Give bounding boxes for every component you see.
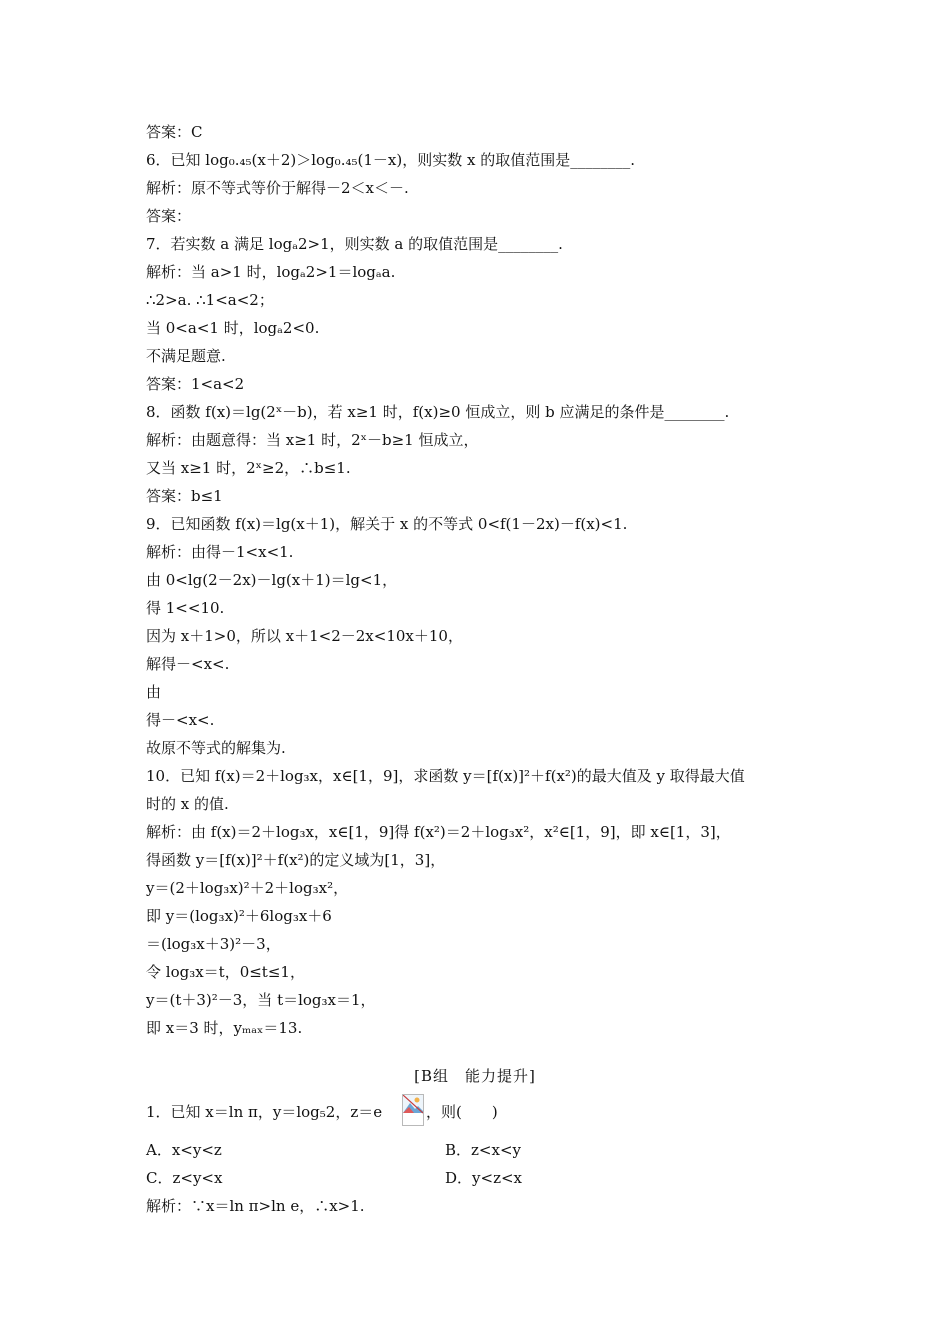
section-title: [B组 能力提升]	[414, 1067, 536, 1085]
answer-5: 答案：C	[146, 123, 203, 141]
solution-9-line-4: 因为 x＋1>0，所以 x＋1<2－2x<10x＋10，	[146, 627, 463, 645]
solution-b1: 解析：∵x＝ln π>ln e，∴x>1.	[146, 1197, 365, 1215]
solution-10-line-3: y＝(2＋log₃x)²＋2＋log₃x²，	[146, 879, 349, 897]
solution-9-line-3: 得 1<<10.	[146, 599, 225, 617]
option-c: C．z<y<x	[146, 1169, 223, 1187]
solution-9-line-5: 解得－<x<.	[146, 655, 230, 673]
solution-9-line-7: 得－<x<.	[146, 711, 215, 729]
option-d: D．y<z<x	[445, 1169, 522, 1187]
solution-10-line-2: 得函数 y＝[f(x)]²＋f(x²)的定义域为[1，3]，	[146, 851, 446, 869]
solution-10-line-1: 解析：由 f(x)＝2＋log₃x，x∈[1，9]得 f(x²)＝2＋log₃x²，x²∈[1，9]，即 x∈[1，3]，	[146, 823, 731, 841]
question-10-line-1: 10．已知 f(x)＝2＋log₃x，x∈[1，9]，求函数 y＝[f(x)]²＋f(x²)的最大值及 y 取得最大值	[146, 767, 745, 785]
solution-10-line-4: 即 y＝(log₃x)²＋6log₃x＋6	[146, 907, 332, 925]
answer-7: 答案：1<a<2	[146, 375, 245, 393]
question-b1-stem-right: ，则( )	[426, 1103, 498, 1121]
solution-10-line-5: ＝(log₃x＋3)²－3，	[146, 935, 281, 953]
solution-9-line-6: 由	[146, 683, 162, 701]
option-a: A．x<y<z	[146, 1141, 222, 1159]
question-8: 8．函数 f(x)＝lg(2ˣ－b)，若 x≥1 时，f(x)≥0 恒成立，则 b 应满足的条件是________.	[146, 403, 730, 421]
solution-6: 解析：原不等式等价于解得－2＜x＜－.	[146, 179, 409, 197]
solution-7-line-2: ∴2>a. ∴1<a<2；	[146, 291, 274, 309]
option-b: B．z<x<y	[445, 1141, 521, 1159]
question-10-line-2: 时的 x 的值.	[146, 795, 229, 813]
question-7: 7．若实数 a 满足 logₐ2>1，则实数 a 的取值范围是________.	[146, 235, 563, 253]
solution-7-line-3: 当 0<a<1 时，logₐ2<0.	[146, 319, 320, 337]
solution-8-line-1: 解析：由题意得：当 x≥1 时，2ˣ－b≥1 恒成立，	[146, 431, 479, 449]
solution-8-line-2: 又当 x≥1 时，2ˣ≥2，∴b≤1.	[146, 459, 351, 477]
solution-7-line-4: 不满足题意.	[146, 347, 226, 365]
solution-9-line-8: 故原不等式的解集为.	[146, 739, 286, 757]
solution-9-line-2: 由 0<lg(2－2x)－lg(x＋1)＝lg<1，	[146, 571, 398, 589]
solution-9-line-1: 解析：由得－1<x<1.	[146, 543, 294, 561]
question-9: 9．已知函数 f(x)＝lg(x＋1)，解关于 x 的不等式 0<f(1－2x)－f(x)<1.	[146, 515, 628, 533]
answer-8: 答案：b≤1	[146, 487, 223, 505]
broken-image-icon	[402, 1094, 424, 1126]
solution-10-line-8: 即 x＝3 时，yₘₐₓ＝13.	[146, 1019, 303, 1037]
solution-7-line-1: 解析：当 a>1 时，logₐ2>1＝logₐa.	[146, 263, 396, 281]
question-6: 6．已知 log₀.₄₅(x＋2)＞log₀.₄₅(1－x)，则实数 x 的取值范围是________.	[146, 151, 635, 169]
solution-10-line-7: y＝(t＋3)²－3，当 t＝log₃x＝1，	[146, 991, 376, 1009]
question-b1-stem-left: 1．已知 x＝ln π，y＝log₅2，z＝e	[146, 1103, 383, 1121]
solution-10-line-6: 令 log₃x＝t，0≤t≤1，	[146, 963, 305, 981]
answer-6: 答案：	[146, 207, 192, 225]
